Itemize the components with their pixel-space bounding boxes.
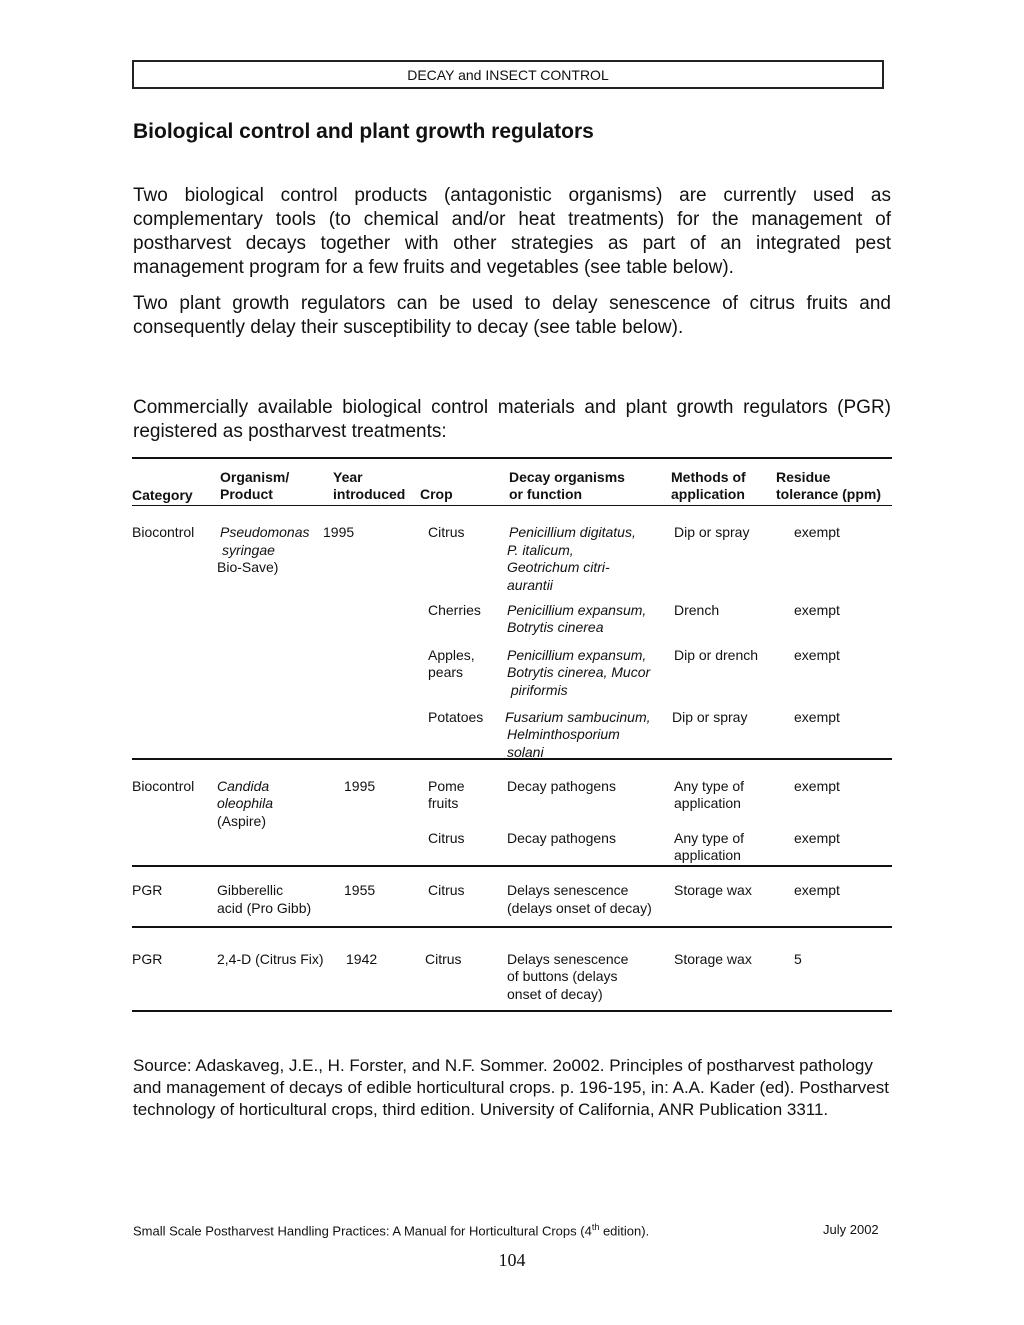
residue-cell: exempt [794, 830, 840, 846]
decay-cell: Decay pathogens [507, 778, 616, 794]
year-cell: 1995 [323, 524, 355, 540]
year-cell: 1995 [344, 778, 376, 794]
organism-cell: Pseudomonas [220, 524, 310, 540]
footer-publication-title: Small Scale Postharvest Handling Practices: A Manual for Horticultural Crops (4 [133, 1223, 592, 1239]
residue-cell: exempt [794, 602, 840, 618]
organism-cell: Gibberellic [217, 882, 284, 898]
running-header: DECAY and INSECT CONTROL [132, 60, 884, 89]
residue-cell: exempt [794, 647, 840, 663]
group-rule [132, 865, 892, 867]
method-cell: Drench [674, 602, 720, 618]
crop-cell: Citrus [428, 524, 465, 540]
crop-cell: Apples, [428, 647, 475, 663]
decay-cell: aurantii [507, 577, 553, 593]
residue-cell: 5 [794, 951, 802, 967]
residue-cell: exempt [794, 524, 840, 540]
decay-cell: Decay pathogens [507, 830, 616, 846]
crop-cell: Cherries [428, 602, 481, 618]
header-methods-2: application [671, 486, 745, 502]
method-cell: Dip or spray [672, 709, 748, 725]
header-residue-2: tolerance (ppm) [776, 486, 882, 502]
decay-cell: P. italicum, [507, 542, 574, 558]
header-residue-1: Residue [776, 469, 831, 485]
header-year-2: introduced [333, 486, 406, 502]
decay-cell: Penicillium digitatus, [509, 524, 636, 540]
method-cell: application [674, 847, 741, 863]
header-crop: Crop [420, 486, 453, 502]
category-cell: PGR [132, 951, 163, 967]
header-decay-2: or function [509, 486, 583, 502]
header-category: Category [132, 487, 193, 503]
decay-cell: Fusarium sambucinum, [505, 709, 651, 725]
category-cell: Biocontrol [132, 524, 195, 540]
page-number: 104 [498, 1250, 526, 1270]
decay-cell: Penicillium expansum, [507, 647, 647, 663]
footer-date: July 2002 [823, 1222, 879, 1237]
group-rule [132, 758, 892, 760]
crop-cell: Pome [428, 778, 465, 794]
group-rule [132, 926, 892, 928]
crop-cell: pears [428, 664, 464, 680]
decay-cell: onset of decay) [507, 986, 603, 1002]
organism-cell: oleophila [217, 795, 274, 811]
method-cell: Storage wax [674, 951, 752, 967]
treatments-table [132, 457, 892, 1012]
decay-cell: Botrytis cinerea [507, 619, 604, 635]
method-cell: application [674, 795, 741, 811]
decay-cell: piriformis [507, 682, 568, 698]
header-organism-1: Organism/ [220, 469, 290, 485]
year-cell: 1955 [344, 882, 376, 898]
method-cell: Storage wax [674, 882, 752, 898]
method-cell: Any type of [674, 778, 745, 794]
year-cell: 1942 [346, 951, 378, 967]
footer-publication [133, 1222, 649, 1238]
organism-cell: Bio-Save) [217, 559, 279, 575]
residue-cell: exempt [794, 709, 840, 725]
method-cell: Any type of [674, 830, 745, 846]
crop-cell: fruits [428, 795, 459, 811]
organism-cell: (Aspire) [217, 813, 267, 829]
header-methods-1: Methods of [671, 469, 746, 485]
footer-publication-edition: edition). [599, 1223, 650, 1239]
table-top-rule [132, 457, 892, 459]
method-cell: Dip or spray [674, 524, 750, 540]
footer-edition-suffix: th [591, 1222, 600, 1232]
organism-cell: syringae [222, 542, 275, 558]
decay-cell: solani [507, 744, 544, 760]
organism-cell: Candida [217, 778, 270, 794]
crop-cell: Potatoes [428, 709, 484, 725]
crop-cell: Citrus [425, 951, 462, 967]
table-bottom-rule [132, 1010, 892, 1012]
table-caption: Commercially available biological control materials and plant growth regulators (PGR) registered as postharvest treatments: [133, 397, 891, 442]
decay-cell: Delays senescence [507, 951, 629, 967]
organism-cell: acid (Pro Gibb) [217, 900, 312, 916]
decay-cell: Delays senescence [507, 882, 629, 898]
decay-cell: Helminthosporium [507, 726, 620, 742]
decay-cell: of buttons (delays [507, 968, 618, 984]
residue-cell: exempt [794, 882, 840, 898]
method-cell: Dip or drench [674, 647, 759, 663]
intro-paragraph-pgr: Two plant growth regulators can be used to delay senescence of citrus fruits and consequently delay their susceptibility to decay (see table below). [133, 293, 891, 338]
source-citation: Source: Adaskaveg, J.E., H. Forster, and N.F. Sommer. 2o002. Principles of postharvest pathology and management of decays of edible horticultural crops. p. 196-195, in: A.A. Kader (ed). Postharvest technology of horticultural crops, third edition. University of California, ANR Publication 3311. [133, 1056, 889, 1119]
intro-paragraph-biocontrol: Two biological control products (antagonistic organisms) are currently used as complementary tools (to chemical and/or heat treatments) for the management of postharvest decays together with other strategies as part of an integrated pest management program for a few fruits and vegetables (see table below). [133, 185, 891, 278]
category-cell: PGR [132, 882, 163, 898]
crop-cell: Citrus [428, 882, 465, 898]
header-decay-1: Decay organisms [509, 469, 625, 485]
header-rule [132, 505, 892, 506]
crop-cell: Citrus [428, 830, 465, 846]
decay-cell: Botrytis cinerea, Mucor [507, 664, 651, 680]
residue-cell: exempt [794, 778, 840, 794]
section-title: Biological control and plant growth regulators [133, 120, 594, 143]
decay-cell: Penicillium expansum, [507, 602, 647, 618]
header-organism-2: Product [220, 486, 273, 502]
decay-cell: Geotrichum citri- [507, 559, 610, 575]
header-year-1: Year [333, 469, 363, 485]
category-cell: Biocontrol [132, 778, 195, 794]
decay-cell: (delays onset of decay) [507, 900, 652, 916]
organism-cell: 2,4-D (Citrus Fix) [217, 951, 324, 967]
